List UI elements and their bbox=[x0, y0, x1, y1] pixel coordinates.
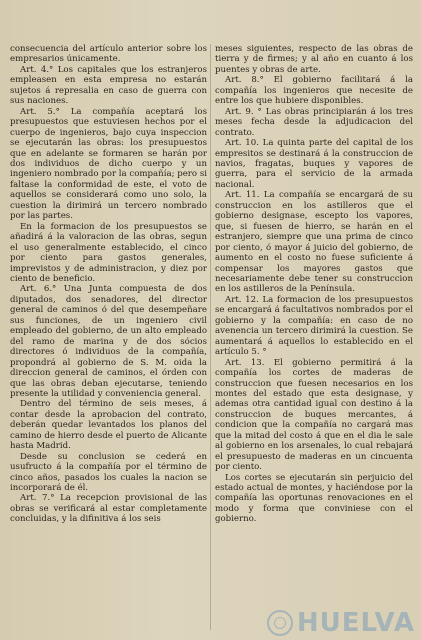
article-paragraph: Art. 7.° La recepcion provisional de las obras se verificará al estar completamente concluidas, y la difinitiva á los seis bbox=[10, 493, 207, 525]
article-paragraph: Art. 6.° Una Junta compuesta de dos diputados, dos senadores, del director general de caminos ó del que desempeñare sus funciones, de un ingeniero civil empleado del gobierno, de un alto empleado del ramo de marina y de dos sócios directores ó individuos de la compañía, propondrá al gobierno de S. M. oida la direccion general de caminos, el órden con que las obras deban ejecutarse, teniendo presente la utilidad y conveniencia general. bbox=[10, 284, 207, 399]
article-paragraph: Desde su conclusion se cederá en usufructo á la compañía por el término de cinco años, pasados los cuales la nacion se incorporará de él. bbox=[10, 451, 207, 494]
article-paragraph: Art. 10. La quinta parte del capital de los empresitos se destinará á la construccion de navios, fragatas, buques y vapores de guerra, para el servicio de la armada nacional. bbox=[215, 138, 413, 190]
column-divider bbox=[210, 44, 211, 630]
article-paragraph: Art. 12. La formacion de los presupuestos se encargará á facultativos nombrados por el gobierno y la compañía: en caso de no avenencia un tercero dirimirá la cuestion. Se aumentará á aquellos lo establecido en el artículo 5. ° bbox=[215, 294, 413, 358]
continued-paragraph: meses siguientes, respecto de las obras de tierra y de firmes; y al año en cuanto á los puentes y obras de arte. bbox=[215, 44, 413, 75]
article-paragraph: Art. 5.° La compañía aceptará los presupuestos que estuviesen hechos por el cuerpo de ingenieros, bajo cuya inspeccion se ejecutarán las obras: los presupuestos que en adelante se formaren se harán por dos individuos de dicho cuerpo y un ingeniero nombrado por la compañía; pero si faltase la conformidad de este, el voto de aquellos se considerará como uno solo, la cuestion la dirimirá un tercero nombrado por las partes. bbox=[10, 106, 207, 222]
watermark-text: HUELVA bbox=[296, 608, 415, 638]
article-paragraph: Art. 8.° El gobierno facilitará á la compañía los ingenieros que necesite de entre los que hubiere disponibles. bbox=[215, 75, 413, 107]
article-paragraph: Art. 4.° Los capitales que los estranjeros empleasen en esta empresa no estarán sujetos á represalia en caso de guerra con sus naciones. bbox=[10, 64, 207, 107]
right-column bbox=[215, 44, 413, 525]
article-paragraph: Dentro del término de seis meses, á contar desde la aprobacion del contrato, deberán quedar levantados los planos del camino de hierro desde el puerto de Alicante hasta Madrid. bbox=[10, 399, 207, 452]
seal-icon bbox=[267, 610, 293, 636]
library-watermark bbox=[267, 608, 415, 638]
article-paragraph: Art. 11. La compañía se encargará de su construccion en los astilleros que el gobierno designase, escepto los vapores, que, si fuesen de hierro, se harán en el estranjero, siempre que una prima de cinco por ciento, ó mayor á juicio del gobierno, de aumento en el costo no fuese suficiente á compensar los mayores gastos que necesariamente debe tener su construccion en los astilleros de la Península. bbox=[215, 190, 413, 295]
article-paragraph: Los cortes se ejecutarán sin perjuicio del estado actual de montes, y haciéndose por la compañía las oportunas renovaciones en el modo y forma que conviniese con el gobierno. bbox=[215, 472, 413, 525]
continued-paragraph: consecuencia del artículo anterior sobre los empresarios únicamente. bbox=[10, 44, 207, 65]
left-column bbox=[10, 44, 207, 525]
article-paragraph: Art. 9. ° Las obras principiarán á los tres meses fecha desde la adjudicacion del contrato. bbox=[215, 106, 413, 138]
article-paragraph: Art. 13. El gobierno permitirá á la compañía los cortes de maderas de construccion que fuesen necesarios en los montes del estado que esta designase, y ademas otra cantidad igual con destino á la construccion de buques mercantes, á condicion que la compañía no cargará mas que la mitad del costo á que en el dia le sale al gobierno en los arsenales, lo cual rebajará el presupuesto de maderas en un cincuenta por ciento. bbox=[215, 357, 413, 473]
article-paragraph: En la formacion de los presupuestos se añadirá á la valoracion de las obras, segun el uso generalmente establecido, el cinco por ciento para gastos generales, imprevistos y de administracion, y diez por ciento de beneficio. bbox=[10, 221, 207, 284]
